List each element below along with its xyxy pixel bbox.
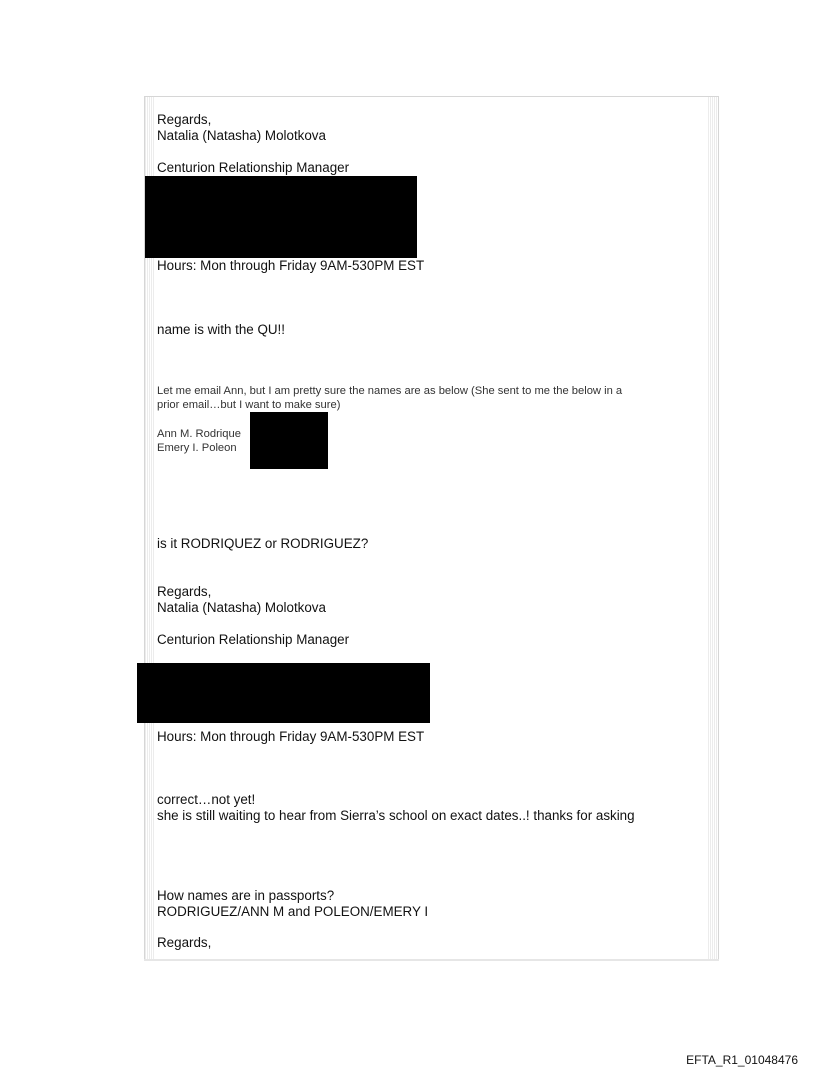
message-school-dates: she is still waiting to hear from Sierra’s school on exact dates..! thanks for asking — [157, 808, 635, 823]
redaction-block-names — [250, 412, 328, 469]
signature-name-2: Natalia (Natasha) Molotkova — [157, 600, 326, 615]
name-entry-ann: Ann M. Rodrique — [157, 428, 241, 440]
message-email-ann-line-1: Let me email Ann, but I am pretty sure the names are as below (She sent to me the below in a — [157, 385, 623, 397]
message-passport-question: How names are in passports? — [157, 888, 335, 903]
signature-title-1: Centurion Relationship Manager — [157, 160, 350, 175]
frame-bottom-border — [144, 959, 719, 961]
message-name-qu: name is with the QU!! — [157, 322, 286, 337]
signature-title-2: Centurion Relationship Manager — [157, 632, 350, 647]
name-entry-emery: Emery I. Poleon — [157, 442, 237, 454]
message-passport-names: RODRIGUEZ/ANN M and POLEON/EMERY I — [157, 904, 429, 919]
signature-name-1: Natalia (Natasha) Molotkova — [157, 128, 326, 143]
redaction-block-contact-1 — [145, 176, 417, 258]
redaction-block-contact-2 — [137, 663, 430, 723]
signature-hours-2: Hours: Mon through Friday 9AM-530PM EST — [157, 729, 425, 744]
signature-regards-2: Regards, — [157, 584, 212, 599]
message-correct: correct…not yet! — [157, 792, 256, 807]
signature-hours-1: Hours: Mon through Friday 9AM-530PM EST — [157, 258, 425, 273]
signature-regards-3: Regards, — [157, 935, 212, 950]
signature-regards-1: Regards, — [157, 112, 212, 127]
document-id: EFTA_R1_01048476 — [686, 1053, 798, 1067]
message-email-ann-line-2: prior email…but I want to make sure) — [157, 399, 341, 411]
message-spelling-question: is it RODRIQUEZ or RODRIGUEZ? — [157, 536, 369, 551]
